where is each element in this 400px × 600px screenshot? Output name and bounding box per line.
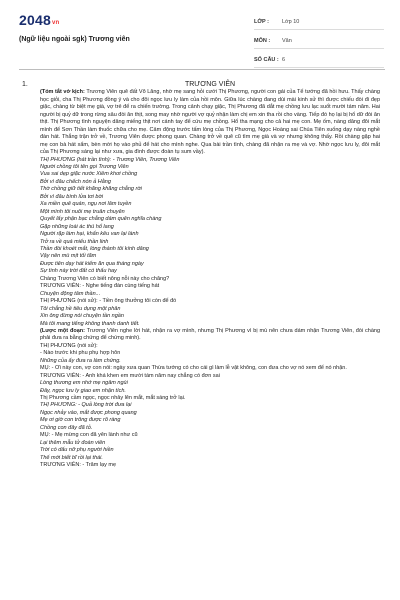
dialogue-line: THỊ PHƯƠNG: - Quả lòng trời đưa lại	[40, 402, 132, 409]
meta-key: MÔN :	[254, 37, 271, 44]
dialogue-line: Chồng con đây đã tỏ.	[40, 424, 93, 431]
dialogue-line: Chàng Trương Viên có biết nông nỗi này cho chăng?	[40, 275, 170, 282]
dialogue-line: TRƯƠNG VIÊN: - Trăm lạy mẹ	[40, 462, 117, 469]
site-logo[interactable]: 2048vn	[19, 12, 60, 28]
play-summary	[40, 89, 380, 156]
summary-label: (Tóm tắt vở kịch:	[40, 89, 85, 96]
meta-row-subject	[254, 33, 384, 49]
dialogue-line: Trời có dấu nỡ phụ người hiền	[40, 447, 114, 454]
dialogue-line: MỤ: - Mẹ mừng con đã yên lành như cũ	[40, 432, 138, 439]
dialogue-part-2	[40, 343, 380, 470]
dialogue-line: Trở ra về quá miếu thần linh	[40, 238, 109, 245]
dialogue-line: Vậy nên mù mịt tối tăm	[40, 253, 97, 260]
question-body	[40, 81, 380, 470]
dialogue-line: Đây, ngọc lưu ly giao em nhận tích.	[40, 387, 126, 394]
meta-row-grade	[254, 14, 384, 30]
dialogue-line: - Nào trước khi phu phụ hợp hôn	[40, 350, 121, 357]
lesson-title: (Ngữ liệu ngoài sgk) Trương viên	[19, 36, 130, 43]
dialogue-line: Mẹ ơi giờ con trông được rõ ràng	[40, 417, 121, 424]
dialogue-line: Thị Phương cầm ngọc, ngọc nhảy lên mắt, mắt sáng trở lại.	[40, 395, 186, 402]
meta-info	[254, 14, 384, 71]
dialogue-line: Những của ấy đưa ra làm chứng.	[40, 357, 121, 364]
dialogue-line: Sự tình này trời đất có thấu hay	[40, 268, 117, 275]
header-divider	[19, 69, 385, 70]
summary-text: Trương Viên quê đất Võ Lăng, nhờ mẹ sang hỏi cưới Thị Phương, người con gái của Tể tướng đã hồi hưu. Thấy chàng học giỏi, cha Thị Phương đồng ý và cho đôi ngọc lưu ly làm của hồi môn. Giữa lúc chàng đang dùi mài kinh sử thì được chiếu đòi đi đẹp giặc, chàng từ biệt mẹ già, vợ trẻ để ra chiến trường. Trong cảnh chạy giặc, Thị Phương đã dắt mẹ chồng lưu lạc suốt mười tám năm. Hai người bị quỷ dữ trong rừng sâu đòi ăn thịt, song may nhờ người vợ quỷ nhận làm chị em xin tha rồi cho vàng. Tiếp đó họ lại bị hổ dữ đòi ăn thịt. Thị Phương tình nguyện dâng miếng thịt nơi cánh tay để cứu mẹ chồng. Hổ tha mạng cho cả hai mẹ con. Mẹ ốm, nàng dâng đôi mắt mình để Sơn Thần làm thuốc chữa cho mẹ. Cảm động trước tấm lòng của Thị Phương, Ngọc Hoàng sai Chúa Tiên xuống dạy nàng nghề đàn hát. Thắng trận trở về, Trương Viên được phong quan. Chàng trở về quê cũ tìm mẹ già và vợ nhưng không thấy. Rồi chàng gặp hai mẹ con bà hát xẩm, bèn mời họ vào phủ để hát cho mình nghe. Qua bài trần tình, chàng đã nhận ra mẹ và vợ. Nhờ ngọc lưu ly, đôi mắt của Thị Phương sáng lại như xưa, gia đình được đoàn tụ sum vầy).	[40, 89, 380, 156]
dialogue-line: Gặp những loài ác thú hổ lang	[40, 223, 114, 230]
dialogue-line: Mà tôi mang tiếng không thanh danh tiết.	[40, 320, 140, 327]
dialogue-line: Thế mới biết bĩ rồi lại thái.	[40, 454, 103, 461]
dialogue-line: Lòng thương em nhớ mẹ ngâm ngùi	[40, 380, 128, 387]
meta-value: 6	[282, 56, 286, 63]
question-number: 1.	[22, 81, 28, 88]
summary2-text: Trương Viên nghe lời hát, nhận ra vợ mình, nhưng Thị Phương vì bị mù nên chưa dám nhận Trương Viên, đòi chàng phải đưa ra bằng chứng để chứng minh).	[40, 327, 381, 342]
dialogue-line: Bởi vì đâu bình lửa tơi bời	[40, 193, 103, 200]
dialogue-line: Quyết lấy phận bạc chẳng dám quên nghĩa chàng	[40, 216, 162, 223]
dialogue-line: Một mình tôi nuôi mẹ truân chuyên	[40, 208, 125, 215]
dialogue-line: Người rặp làm hại, khẩn kêu van lại lành	[40, 231, 139, 238]
question-block	[22, 81, 382, 470]
passage-title: TRƯƠNG VIÊN	[184, 81, 236, 88]
dialogue-line: Thờ chồng giữ tiết khăng khăng chẳng rời	[40, 186, 142, 193]
dialogue-line: Bởi vì đâu chếch nón ả Hằng	[40, 178, 111, 185]
dialogue-line: MỤ: - Ơi này con, vợ con nói: ngày xưa quan Thừa tướng có cho cái gì làm lễ vật không, con đưa cho vợ nó xem để nó nhận.	[40, 365, 347, 372]
dialogue-line: THỊ PHƯƠNG (hát trần tình): - Trương Viên, Trương Viên	[40, 156, 180, 163]
meta-row-count	[254, 52, 384, 68]
dialogue-part-1	[40, 157, 380, 328]
dialogue-line: Người chồng tôi tên gọi Trương Viên	[40, 163, 129, 170]
meta-key: SỐ CÂU :	[254, 56, 279, 63]
dialogue-line: Chuyện động tâm thần...	[40, 290, 101, 297]
summary2-label: (Lược một đoạn:	[40, 327, 85, 334]
dialogue-line: Tôi chẳng hề tiêu dụng một phân	[40, 305, 121, 312]
dialogue-line: Ngọc nhảy vào, mắt được phong quang	[40, 409, 137, 416]
omitted-summary	[40, 328, 380, 343]
meta-key: LỚP :	[254, 18, 269, 25]
dialogue-line: Xa miền quê quán, ngụ nơi lâm tuyền	[40, 201, 132, 208]
dialogue-line: Được tiên dạy hát kiếm ăn qua tháng ngày	[40, 260, 144, 267]
page-header	[0, 0, 400, 80]
dialogue-line: THỊ PHƯƠNG (nói sử):	[40, 342, 98, 349]
dialogue-line: THỊ PHƯƠNG (nói sử): - Tiền ông thưởng tôi còn để đó	[40, 298, 177, 305]
dialogue-line: Lại thêm mẫu tử đoàn viên	[40, 439, 106, 446]
dialogue-line: TRƯƠNG VIÊN: - Nghe tiếng đàn cùng tiếng hát	[40, 283, 160, 290]
meta-value: Lớp 10	[282, 18, 300, 25]
dialogue-line: Thần đòi khoét mắt, lòng thành tôi kính dâng	[40, 245, 149, 252]
dialogue-line: TRƯƠNG VIÊN: - Anh khá khen em mười tám năm nay chẳng có đơn sai	[40, 372, 220, 379]
meta-value: Văn	[282, 37, 292, 44]
dialogue-line: Vua sai dẹp giặc nước Xiêm khơi chồng	[40, 171, 138, 178]
dialogue-line: Xin ông đừng nói chuyện tần ngần	[40, 313, 124, 320]
